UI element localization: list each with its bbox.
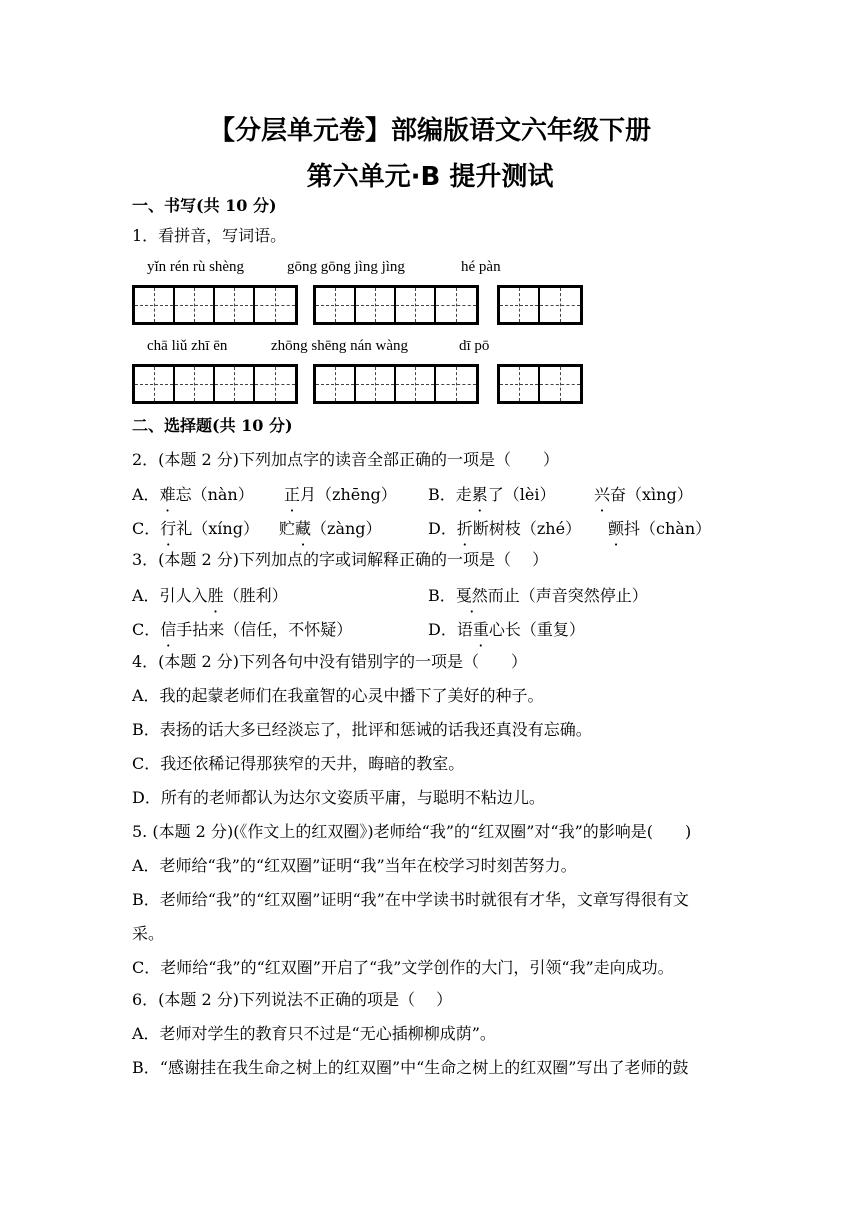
q4-option-b: B．表扬的话大多已经淡忘了，批评和惩诫的话我还真没有忘确。 [132, 720, 592, 739]
q3-option-a: A．引人入胜（胜利） [132, 586, 288, 605]
q4-option-d: D．所有的老师都认为达尔文姿质平庸，与聪明不粘边儿。 [132, 788, 545, 807]
pinyin-6: dī pō [459, 338, 490, 354]
pinyin-2: gōng gōng jìng jìng [287, 259, 405, 275]
answer-grid[interactable] [313, 364, 479, 404]
pinyin-4: chā liǔ zhī ēn [147, 338, 228, 354]
pinyin-3: hé pàn [461, 259, 501, 275]
exam-subtitle: 第六单元·B 提升测试 [306, 162, 554, 192]
answer-grid[interactable] [313, 285, 479, 325]
answer-grid[interactable] [497, 285, 583, 325]
pinyin-1: yǐn rén rù shèng [147, 259, 245, 275]
answer-grid[interactable] [132, 364, 298, 404]
q2-option-b2: 兴奋（xìng） [594, 485, 693, 504]
section2-heading: 二、选择题(共 10 分) [132, 416, 293, 435]
q2-option-a1: A．难忘（nàn） [132, 485, 254, 504]
answer-grid[interactable] [132, 285, 298, 325]
q4-option-c: C．我还依稀记得那狭窄的天井，晦暗的教室。 [132, 754, 465, 773]
q6-stem: 6．(本题 2 分)下列说法不正确的项是（ ） [132, 990, 453, 1009]
q4-stem: 4．(本题 2 分)下列各句中没有错别字的一项是（ ） [132, 652, 528, 671]
q5-option-a: A．老师给“我”的“红双圈”证明“我”当年在校学习时刻苦努力。 [132, 856, 577, 875]
q2-stem: 2．(本题 2 分)下列加点字的读音全部正确的一项是（ ） [132, 450, 560, 469]
q2-option-b1: B．走累了（lèi） [428, 485, 556, 504]
pinyin-5: zhōng shēng nán wàng [271, 338, 409, 354]
q3-stem: 3．(本题 2 分)下列加点的字或词解释正确的一项是（ ） [132, 550, 549, 569]
q5-stem: 5. (本题 2 分)(《作文上的红双圈》)老师给“我”的“红双圈”对“我”的影响是( ) [132, 822, 692, 841]
q3-option-c: C．信手拈来（信任，不怀疑） [132, 620, 353, 639]
q3-option-b: B．戛然而止（声音突然停止） [428, 586, 648, 605]
q3-option-d: D．语重心长（重复） [428, 620, 585, 639]
q2-option-d1: D．折断树枝（zhé） [428, 519, 582, 538]
q6-option-b: B．“感谢挂在我生命之树上的红双圈”中“生命之树上的红双圈”写出了老师的鼓 [132, 1058, 689, 1077]
q5-option-c: C．老师给“我”的“红双圈”开启了“我”文学创作的大门，引领“我”走向成功。 [132, 958, 674, 977]
q5-option-b-cont: 采。 [132, 924, 165, 943]
q4-option-a: A．我的起蒙老师们在我童智的心灵中播下了美好的种子。 [132, 686, 544, 705]
q5-option-b: B．老师给“我”的“红双圈”证明“我”在中学读书时就很有才华，文章写得很有文 [132, 890, 689, 909]
q2-option-d2: 颤抖（chàn） [608, 519, 712, 538]
q1-stem: 1．看拼音，写词语。 [132, 226, 287, 245]
section1-heading: 一、书写(共 10 分) [132, 196, 277, 215]
answer-grid[interactable] [497, 364, 583, 404]
exam-title: 【分层单元卷】部编版语文六年级下册 [208, 116, 651, 146]
q2-option-c2: 贮藏（zàng） [279, 519, 382, 538]
q2-option-a2: 正月（zhēng） [284, 485, 397, 504]
q6-option-a: A．老师对学生的教育只不过是“无心插柳柳成荫”。 [132, 1024, 496, 1043]
q2-option-c1: C．行礼（xíng） [132, 519, 259, 538]
